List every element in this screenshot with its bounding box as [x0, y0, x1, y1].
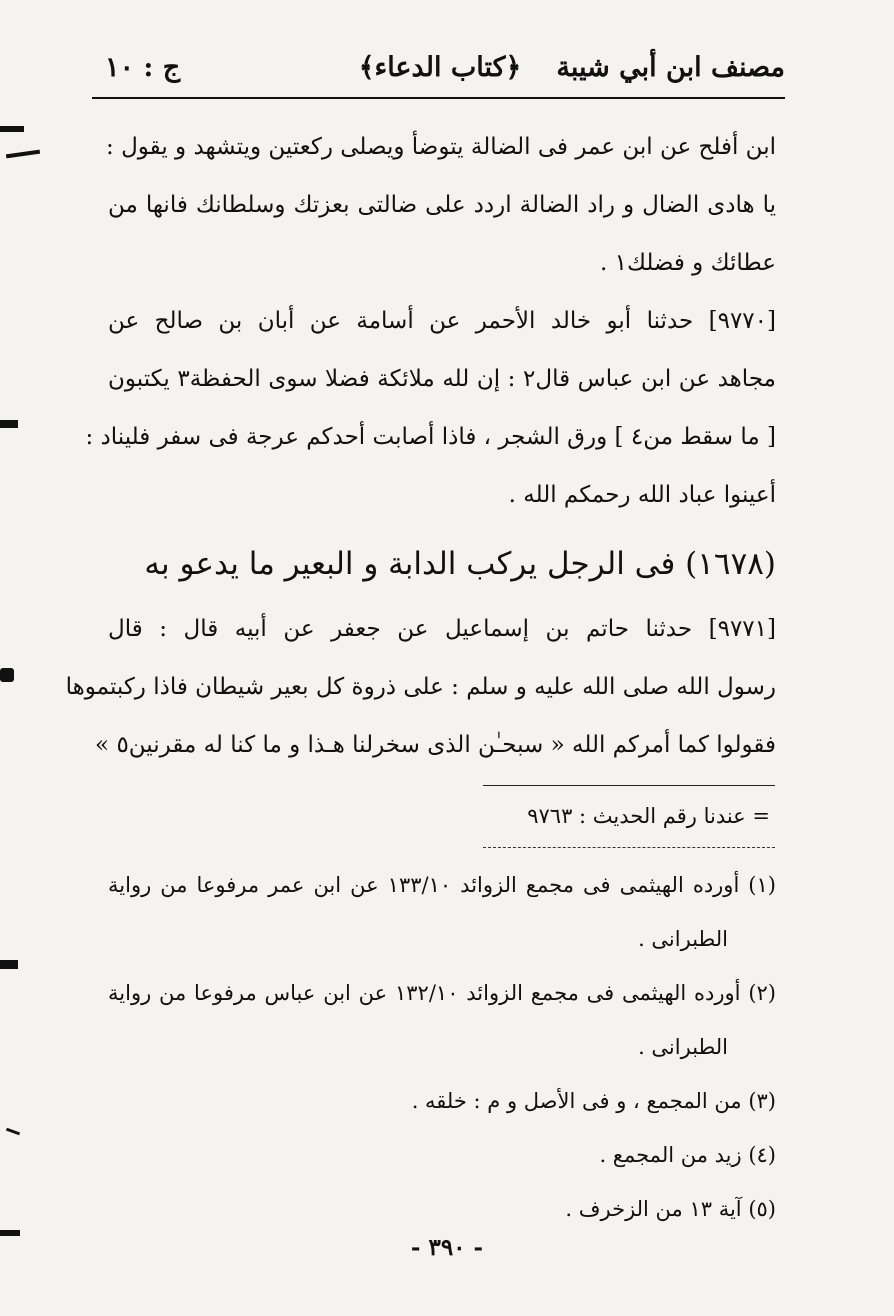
chapter-heading: (١٦٧٨) فى الرجل يركب الدابة و البعير ما يدعو به	[144, 546, 776, 582]
margin-mark	[0, 420, 18, 428]
footnote-2-continued: الطبرانى .	[638, 1035, 728, 1059]
margin-mark	[0, 668, 14, 682]
footnote-1-continued: الطبرانى .	[638, 927, 728, 951]
margin-mark	[0, 960, 18, 969]
main-text-continued	[65, 600, 776, 774]
margin-mark	[6, 150, 40, 159]
footnote-5: (٥) آية ١٣ من الزخرف .	[565, 1197, 776, 1221]
margin-mark	[0, 126, 24, 132]
footnote-3: (٣) من المجمع ، و فى الأصل و م : خلقه .	[411, 1089, 776, 1113]
hadith-9771-line: [٩٧٧١] حدثنا حاتم بن إسماعيل عن جعفر عن أبيه قال : قال	[108, 616, 776, 642]
text-line: [ ما سقط من٤ ] ورق الشجر ، فاذا أصابت أحدكم عرجة فى سفر فليناد :	[85, 424, 776, 450]
footnotes	[108, 858, 776, 1236]
footnote-continuation: = عندنا رقم الحديث : ٩٧٦٣	[527, 804, 770, 828]
running-header	[95, 52, 785, 94]
text-line: يا هادى الضال و راد الضالة اردد على ضالتى بعزتك وسلطانك فانها من	[108, 192, 776, 218]
margin-mark	[6, 1128, 20, 1136]
hadith-9770-line: [٩٧٧٠] حدثنا أبو خالد الأحمر عن أسامة عن أبان بن صالح عن	[108, 308, 776, 334]
text-line: أعينوا عباد الله رحمكم الله .	[508, 482, 776, 508]
text-line: عطائك و فضلك١ .	[599, 250, 776, 276]
text-line: مجاهد عن ابن عباس قال٢ : إن لله ملائكة فضلا سوى الحفظة٣ يكتبون	[108, 366, 776, 392]
header-rule	[92, 97, 785, 99]
page-number: - ٣٩٠ -	[410, 1234, 484, 1261]
section-title: ﴿كتاب الدعاء﴾	[358, 52, 522, 83]
main-text	[85, 118, 776, 524]
text-line: رسول الله صلى الله عليه و سلم : على ذروة كل بعير شيطان فاذا ركبتموها	[65, 674, 776, 700]
text-line: ابن أفلح عن ابن عمر فى الضالة يتوضأ ويصلى ركعتين ويتشهد و يقول :	[106, 134, 776, 160]
volume-number: ج : ١٠	[105, 52, 181, 83]
book-title: مصنف ابن أبي شيبة	[556, 52, 785, 83]
footnote-separator	[483, 847, 775, 848]
footnote-1: (١) أورده الهيثمى فى مجمع الزوائد ١٣٣/١٠ عن ابن عمر مرفوعا من رواية	[108, 873, 776, 897]
footnote-2: (٢) أورده الهيثمى فى مجمع الزوائد ١٣٢/١٠ عن ابن عباس مرفوعا من رواية	[108, 981, 776, 1005]
footnote-4: (٤) زيد من المجمع .	[599, 1143, 776, 1167]
footnote-separator	[483, 785, 775, 786]
text-line: فقولوا كما أمركم الله « سبحـٰن الذى سخرلنا هـذا و ما كنا له مقرنين٥ »	[95, 732, 776, 758]
